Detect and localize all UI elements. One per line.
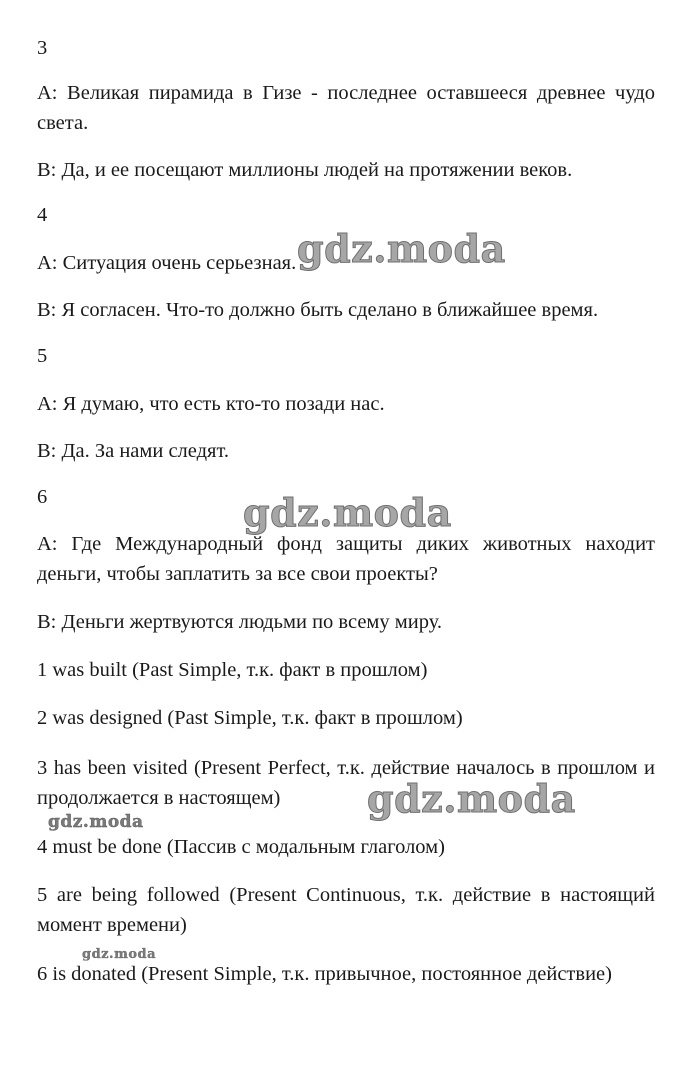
item-number-5: 5 [37,345,48,367]
item-number-3: 3 [37,37,48,59]
watermark-logo: gdz.moda [48,812,144,832]
watermark-logo: gdz.moda [243,490,452,535]
answer-item-6: 6 is donated (Present Simple, т.к. привычное, постоянное действие) [37,963,612,985]
item-number-6: 6 [37,486,48,508]
dialogue-3-line-b: В: Да, и ее посещают миллионы людей на протяжении веков. [37,159,573,181]
answer-item-2: 2 was designed (Past Simple, т.к. факт в прошлом) [37,707,463,729]
dialogue-3-line-a: А: Великая пирамида в Гизе - последнее оставшееся древнее чудо света. [37,82,655,134]
watermark-logo: gdz.moda [367,776,576,821]
dialogue-5-line-b: В: Да. За нами следят. [37,440,230,462]
answer-item-3: 3 has been visited (Present Perfect, т.к. действие началось в прошлом и продолжается в настоящем) [37,757,655,809]
answer-item-4: 4 must be done (Пассив с модальным глаголом) [37,836,445,858]
dialogue-6-line-a: А: Где Международный фонд защиты диких животных находит деньги, чтобы заплатить за все свои проекты? [37,533,655,585]
dialogue-6-line-b: В: Деньги жертвуются людьми по всему миру. [37,611,443,633]
dialogue-4-line-b: В: Я согласен. Что-то должно быть сделано в ближайшее время. [37,299,599,321]
watermark-logo: gdz.moda [297,226,506,271]
item-number-4: 4 [37,204,48,226]
dialogue-4-line-a: А: Ситуация очень серьезная. [37,252,297,274]
dialogue-5-line-a: А: Я думаю, что есть кто-то позади нас. [37,393,385,415]
answer-item-1: 1 was built (Past Simple, т.к. факт в прошлом) [37,659,428,681]
watermark-logo: gdz.moda [82,947,157,962]
answer-item-5: 5 are being followed (Present Continuous, т.к. действие в настоящий момент времени) [37,884,655,936]
